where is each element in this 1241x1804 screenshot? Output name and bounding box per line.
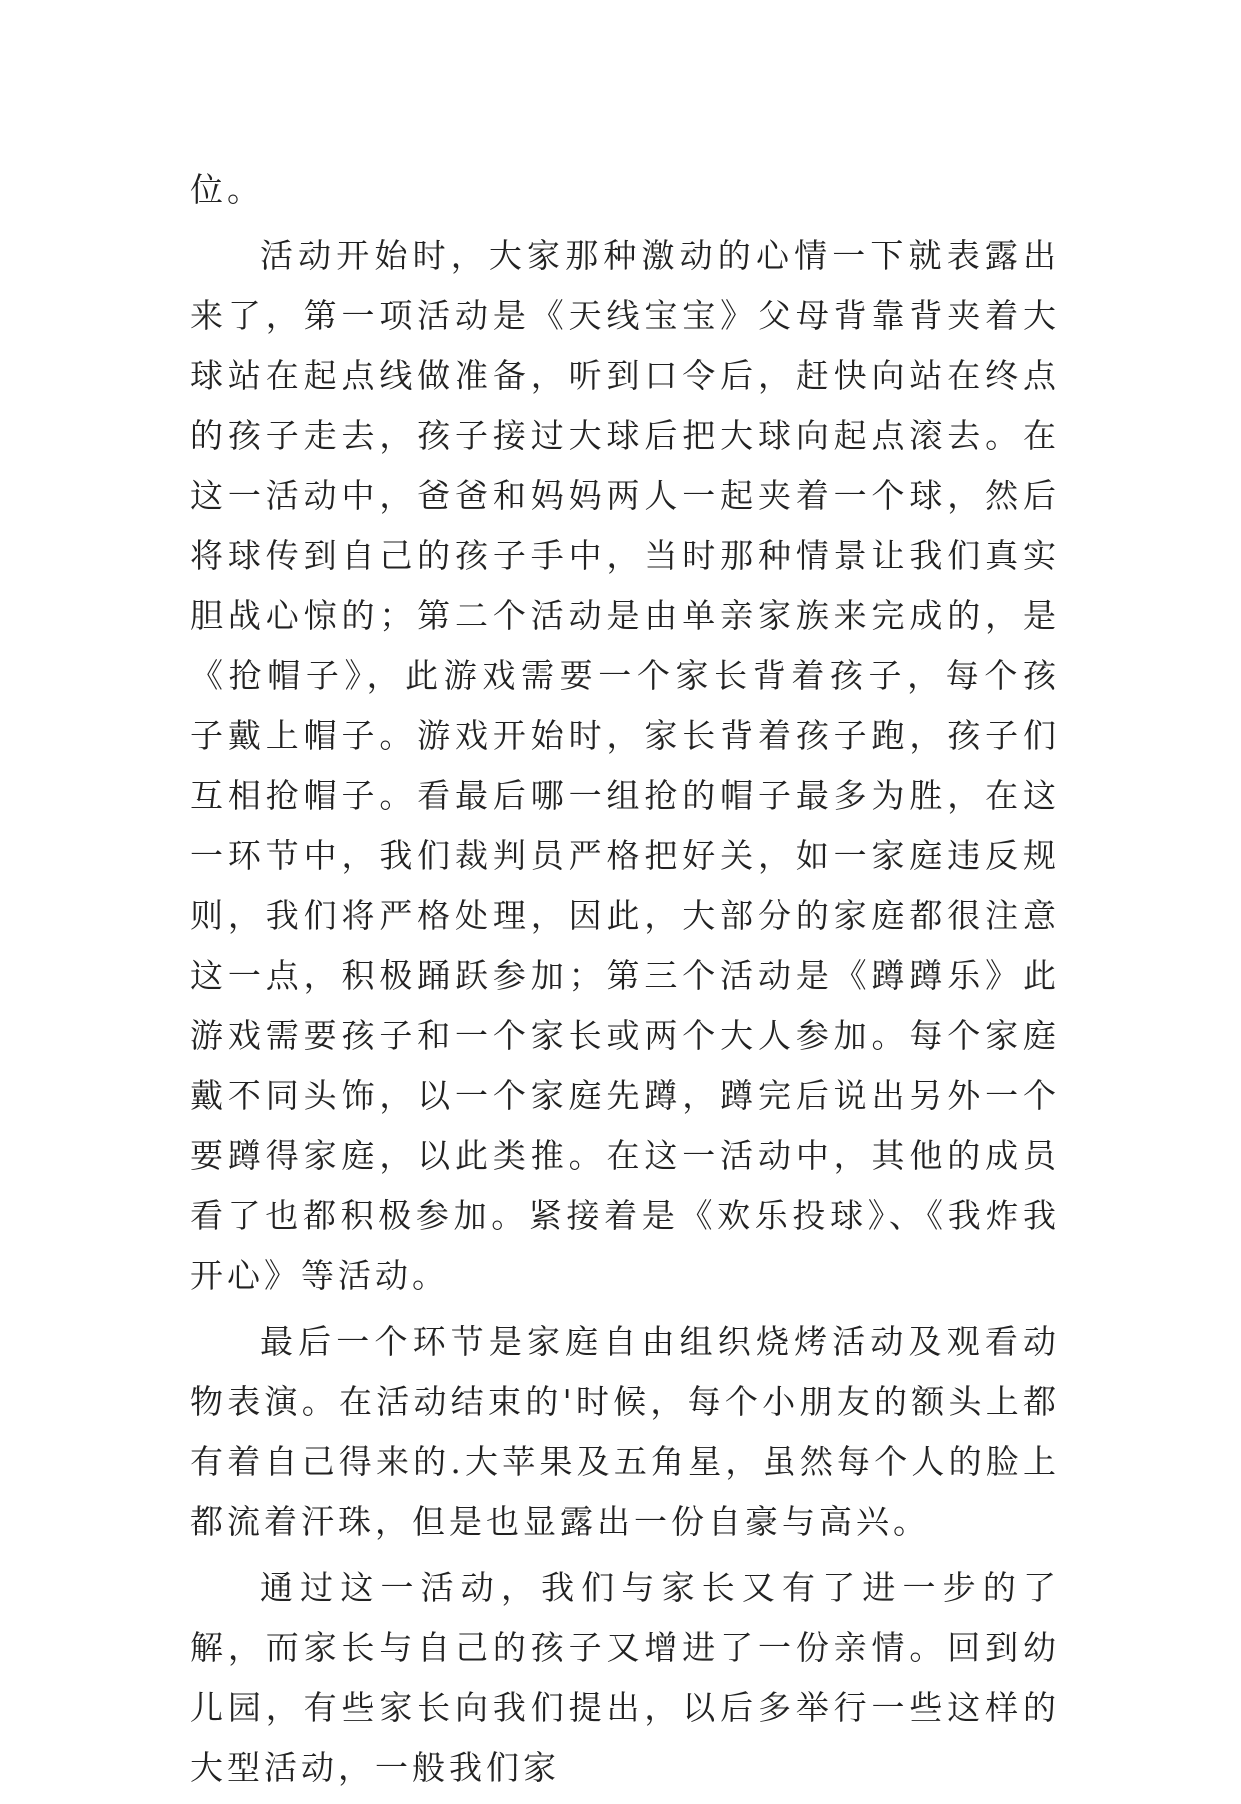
paragraph-activities: 活动开始时，大家那种激动的心情一下就表露出来了，第一项活动是《天线宝宝》父母背靠背夹着大球站在起点线做准备，听到口令后，赶快向站在终点的孩子走去，孩子接过大球后把大球向起点滚去。在这一活动中，爸爸和妈妈两人一起夹着一个球，然后将球传到自己的孩子手中，当时那种情景让我们真实胆战心惊的；第二个活动是由单亲家族来完成的，是《抢帽子》，此游戏需要一个家长背着孩子，每个孩子戴上帽子。游戏开始时，家长背着孩子跑，孩子们互相抢帽子。看最后哪一组抢的帽子最多为胜，在这一环节中，我们裁判员严格把好关，如一家庭违反规则，我们将严格处理，因此，大部分的家庭都很注意这一点，积极踊跃参加；第三个活动是《蹲蹲乐》此游戏需要孩子和一个家长或两个大人参加。每个家庭戴不同头饰，以一个家庭先蹲，蹲完后说出另外一个要蹲得家庭，以此类推。在这一活动中，其他的成员看了也都积极参加。紧接着是《欢乐投球》、《我炸我开心》等活动。 bbox=[190, 236, 1060, 1295]
body-text bbox=[190, 160, 1060, 1804]
paragraph-final-session: 最后一个环节是家庭自由组织烧烤活动及观看动物表演。在活动结束的'时候，每个小朋友的额头上都有着自己得来的.大苹果及五角星，虽然每个人的脸上都流着汗珠，但是也显露出一份自豪与高兴。 bbox=[190, 1322, 1060, 1541]
paragraph-continuation: 位。 bbox=[190, 170, 264, 209]
paragraph-conclusion: 通过这一活动，我们与家长又有了进一步的了解，而家长与自己的孩子又增进了一份亲情。回到幼儿园，有些家长向我们提出，以后多举行一些这样的大型活动，一般我们家 bbox=[190, 1568, 1060, 1787]
